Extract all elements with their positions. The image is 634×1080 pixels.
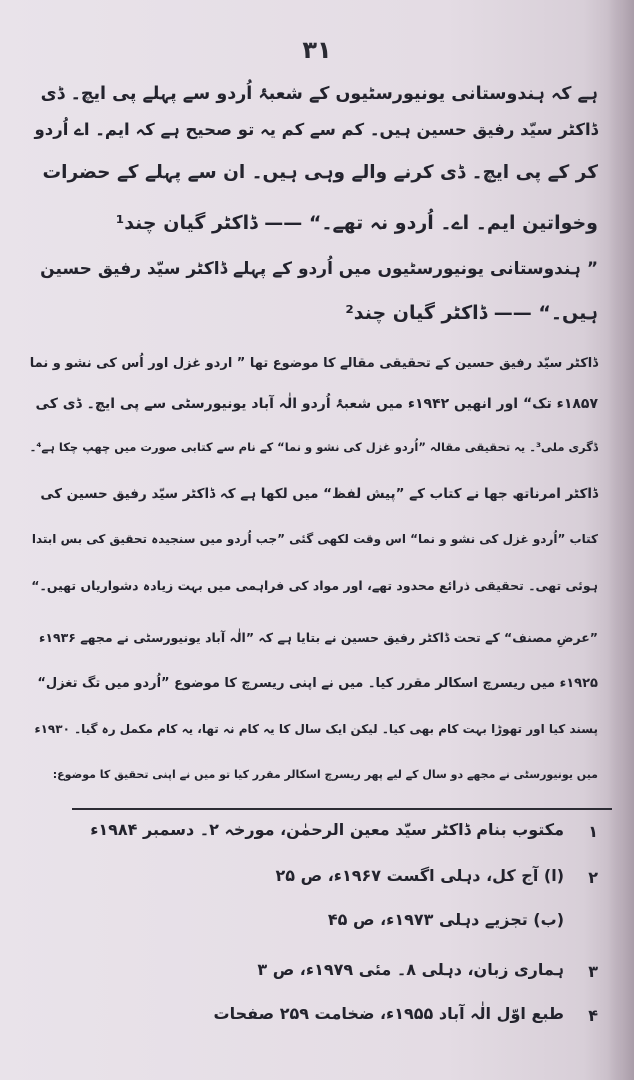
body-line: ہوئی تھی۔ تحقیقی ذرائع محدود تھے، اور مواد کی فراہمی میں بہت زیادہ دشواریاں تھیں۔“ xyxy=(31,578,598,593)
page-number: ۳۱ xyxy=(302,36,332,64)
footnote-text: (ب) تجزیے دہلی ۱۹۷۳ء، ص ۴۵ xyxy=(327,910,564,929)
body-line: میں یونیورسٹی نے مجھے دو سال کے لیے پھر ریسرچ اسکالر مقرر کیا تو میں نے اپنی تحقیق کا موضوع: xyxy=(52,768,598,781)
quote-line: ہیں۔“ —— ڈاکٹر گیان چند² xyxy=(345,302,598,324)
footnote-divider xyxy=(72,808,612,810)
footnote-text: (ا) آج کل، دہلی اگست ۱۹۶۷ء، ص ۲۵ xyxy=(275,866,564,885)
body-line: ڈاکٹر سیّد رفیق حسین کے تحقیقی مقالے کا موضوع تھا ” اردو غزل اور اُس کی نشو و نما xyxy=(29,356,598,371)
body-line: ۱۸۵۷ء تک“ اور انھیں ۱۹۴۲ء میں شعبۂ اُردو الٰہ آباد یونیورسٹی سے پی ایچ۔ ڈی کی xyxy=(35,396,598,412)
footnote-mark: ۳ xyxy=(588,962,598,981)
footnote-text: مکتوب بنام ڈاکٹر سیّد معین الرحمٰن، مورخہ ۲۔ دسمبر ۱۹۸۴ء xyxy=(90,820,564,839)
footnote-mark: ۲ xyxy=(588,868,598,887)
quote-line: ” ہندوستانی یونیورسٹیوں میں اُردو کے پہلے ڈاکٹر سیّد رفیق حسین xyxy=(40,259,598,279)
body-line: ڈاکٹر امرناتھ جھا نے کتاب کے ”پیش لفظ“ میں لکھا ہے کہ ڈاکٹر سیّد رفیق حسین کی xyxy=(40,486,598,502)
body-line: ”عرضِ مصنف“ کے تحت ڈاکٹر رفیق حسین نے بتایا ہے کہ ”الٰہ آباد یونیورسٹی نے مجھے ۱۹۳۶ء xyxy=(39,630,598,645)
footnote-mark: ۴ xyxy=(588,1006,598,1025)
footnote-text: طبع اوّل الٰہ آباد ۱۹۵۵ء، ضخامت ۲۵۹ صفحات xyxy=(213,1004,564,1023)
footnote-mark: ۱ xyxy=(588,822,598,841)
body-line: ہے کہ ہندوستانی یونیورسٹیوں کے شعبۂ اُردو سے پہلے پی ایچ۔ ڈی xyxy=(40,84,598,104)
body-line: کر کے پی ایچ۔ ڈی کرنے والے وہی ہیں۔ ان سے پہلے کے حضرات xyxy=(42,162,598,183)
body-line: ڈاکٹر سیّد رفیق حسین ہیں۔ کم سے کم یہ تو صحیح ہے کہ ایم۔ اے اُردو xyxy=(34,120,598,139)
body-line: وخواتین ایم۔ اے۔ اُردو نہ تھے۔“ —— ڈاکٹر گیان چند¹ xyxy=(115,212,598,234)
body-line: کتاب ”اُردو غزل کی نشو و نما“ اس وقت لکھی گئی ”جب اُردو میں سنجیدہ تحقیق کی بس ابتدا xyxy=(31,532,598,546)
body-line: ۱۹۲۵ء میں ریسرچ اسکالر مقرر کیا۔ میں نے اپنی ریسرچ کا موضوع ”اُردو میں تگ تغزل“ xyxy=(37,676,598,691)
body-line: ڈگری ملی³۔ یہ تحقیقی مقالہ ”اُردو غزل کی نشو و نما“ کے نام سے کتابی صورت میں چھپ چکا ہے⁴۔ xyxy=(29,440,598,454)
footnote-text: ہماری زبان، دہلی ۸۔ مئی ۱۹۷۹ء، ص ۳ xyxy=(257,960,564,979)
page-edge-shadow xyxy=(608,0,634,1080)
body-line: پسند کیا اور تھوڑا بہت کام بھی کیا۔ لیکن ایک سال کا یہ کام نہ تھا، یہ کام مکمل رہ گیا۔ ۱۹۳۰ء xyxy=(34,722,598,736)
